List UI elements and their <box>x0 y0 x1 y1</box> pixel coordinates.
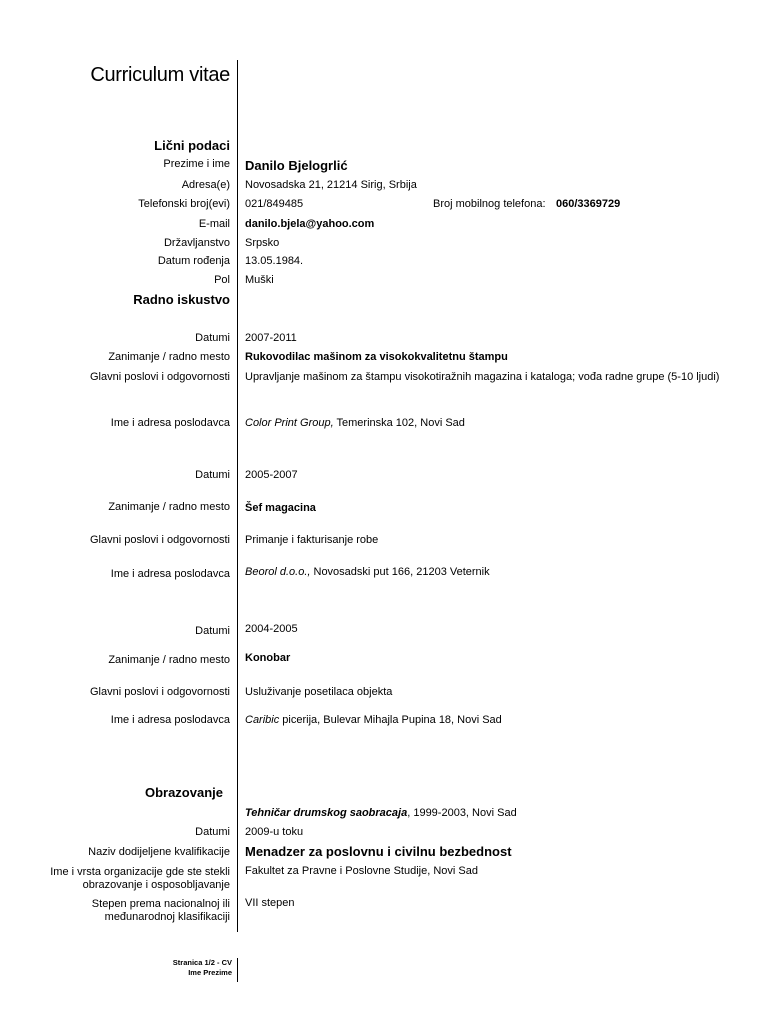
qualification-label: Naziv dodijeljene kvalifikacije <box>88 846 230 858</box>
level-value: VII stepen <box>245 897 295 909</box>
job-position-label: Zanimanje / radno mesto <box>108 654 230 666</box>
job-dates: 2005-2007 <box>245 469 298 481</box>
employer-name: Beorol d.o.o., <box>245 566 311 578</box>
job-dates: 2004-2005 <box>245 623 298 635</box>
citizenship-value: Srpsko <box>245 237 280 249</box>
job-employer-label: Ime i adresa poslodavca <box>110 568 230 580</box>
job-duties: Primanje i fakturisanje robe <box>245 534 379 546</box>
employer-address: picerija, Bulevar Mihajla Pupina 18, Novi Sad <box>279 714 502 726</box>
job-duties-label: Glavni poslovi i odgovornosti <box>89 686 230 698</box>
level-label-line1: Stepen prema nacionalnoj ili <box>91 898 230 910</box>
job-dates: 2007-2011 <box>245 332 297 344</box>
footer-divider <box>237 958 238 982</box>
address-label: Adresa(e) <box>181 179 230 191</box>
employer-name: Color Print Group, <box>245 417 334 429</box>
job-employer <box>245 714 502 727</box>
footer-page: Stranica 1/2 - CV <box>172 958 232 967</box>
footer-name: Ime Prezime <box>188 968 232 977</box>
section-work-heading: Radno iskustvo <box>133 292 230 307</box>
gender-value: Muški <box>245 274 274 286</box>
education-dates: 2009-u toku <box>245 826 304 838</box>
mobile-label: Broj mobilnog telefona: <box>433 198 546 210</box>
page-footer <box>173 958 232 978</box>
section-personal-heading: Lični podaci <box>154 138 230 153</box>
birth-value: 13.05.1984. <box>245 255 304 267</box>
job-duties-label: Glavni poslovi i odgovornosti <box>89 371 230 383</box>
level-label-line2: međunarodnoj klasifikaciji <box>104 911 230 923</box>
organization-label-line1: Ime i vrsta organizacije gde ste stekli <box>50 866 230 878</box>
gender-label: Pol <box>214 274 230 286</box>
employer-address: Novosadski put 166, 21203 Veternik <box>310 566 490 578</box>
job-employer-label: Ime i adresa poslodavca <box>110 417 230 429</box>
organization-value: Fakultet za Pravne i Poslovne Studije, Novi Sad <box>245 865 478 877</box>
section-education-heading: Obrazovanje <box>144 785 223 800</box>
vertical-divider <box>237 60 238 932</box>
job-employer-label: Ime i adresa poslodavca <box>110 714 230 726</box>
job-duties: Usluživanje posetilaca objekta <box>245 686 393 698</box>
job-duties-label: Glavni poslovi i odgovornosti <box>89 534 230 546</box>
education-date-label: Datumi <box>195 826 230 838</box>
level-label <box>92 898 230 924</box>
mobile-value: 060/3369729 <box>556 198 621 210</box>
email-value[interactable]: danilo.bjela@yahoo.com <box>245 218 375 230</box>
education-school <box>245 807 517 820</box>
job-position: Šef magacina <box>245 502 316 514</box>
job-date-label: Datumi <box>195 469 230 481</box>
birth-label: Datum rođenja <box>157 255 230 267</box>
job-employer <box>245 417 465 430</box>
school-details: , 1999-2003, Novi Sad <box>407 807 517 819</box>
job-position: Konobar <box>245 652 291 664</box>
job-position: Rukovodilac mašinom za visokokvalitetnu štampu <box>245 351 508 363</box>
job-duties: Upravljanje mašinom za štampu visokotiražnih magazina i kataloga; vođa radne grupe (5-10 ljudi) <box>245 371 720 383</box>
job-employer <box>245 566 490 579</box>
citizenship-label: Državljanstvo <box>163 237 230 249</box>
employer-address: Temerinska 102, Novi Sad <box>333 417 465 429</box>
job-position-label: Zanimanje / radno mesto <box>108 501 230 513</box>
job-date-label: Datumi <box>195 332 230 344</box>
document-title: Curriculum vitae <box>90 64 230 86</box>
name-label: Prezime i ime <box>163 158 230 170</box>
school-name: Tehničar drumskog saobracaja <box>245 807 408 819</box>
employer-name: Caribic <box>245 714 280 726</box>
name-value: Danilo Bjelogrlić <box>245 158 348 173</box>
email-label: E-mail <box>198 218 230 230</box>
job-date-label: Datumi <box>195 625 230 637</box>
organization-label <box>50 866 230 892</box>
job-position-label: Zanimanje / radno mesto <box>108 351 230 363</box>
organization-label-line2: obrazovanje i osposobljavanje <box>82 879 230 891</box>
phone-value: 021/849485 <box>245 198 304 210</box>
address-value: Novosadska 21, 21214 Sirig, Srbija <box>245 179 417 191</box>
phone-label: Telefonski broj(evi) <box>138 198 230 210</box>
qualification-value: Menadzer za poslovnu i civilnu bezbednost <box>245 844 512 859</box>
